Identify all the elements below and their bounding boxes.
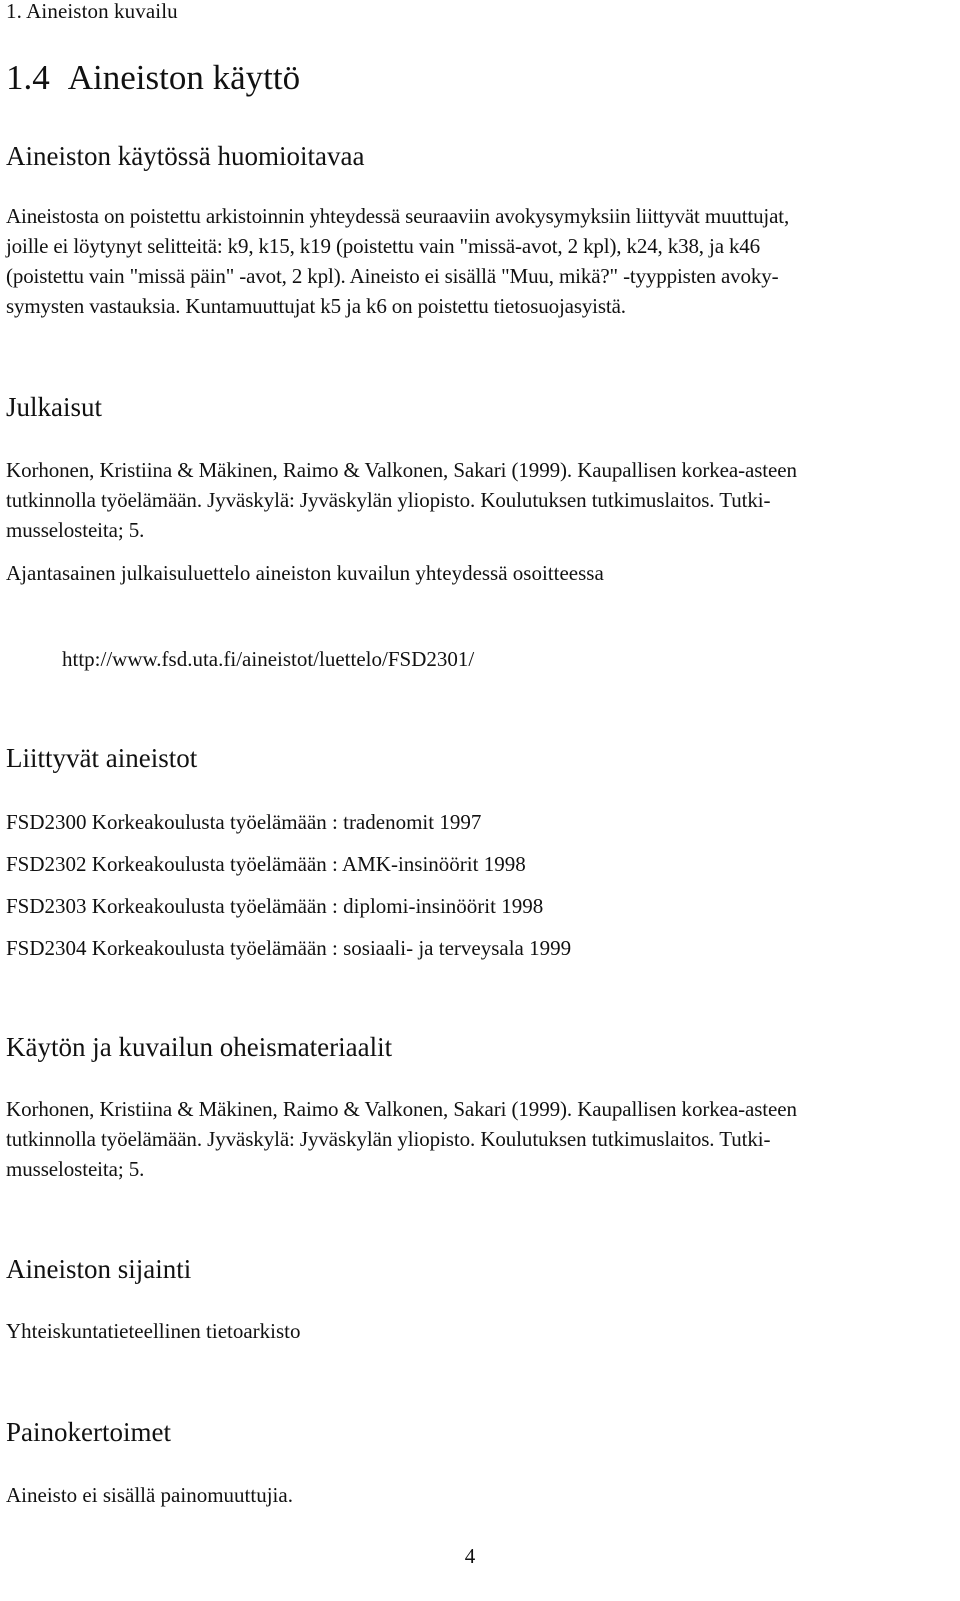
publication-reference-line: tutkinnolla työelämään. Jyväskylä: Jyväskylän yliopisto. Koulutuksen tutkimuslaitos. Tutki- <box>6 488 771 512</box>
page-number: 4 <box>464 1544 476 1568</box>
usage-notes-line: symysten vastauksia. Kuntamuuttujat k5 ja k6 on poistettu tietosuojasyistä. <box>6 294 626 318</box>
supplementary-materials-line: Korhonen, Kristiina & Mäkinen, Raimo & Valkonen, Sakari (1999). Kaupallisen korkea-asteen <box>6 1097 797 1121</box>
usage-notes-line: (poistettu vain "missä päin" -avot, 2 kpl). Aineisto ei sisällä "Muu, mikä?" -tyyppisten avoky- <box>6 264 779 288</box>
usage-notes-heading: Aineiston käytössä huomioitavaa <box>6 141 365 171</box>
publication-list-note <box>6 558 960 588</box>
chapter-number: 1.4 <box>6 58 50 97</box>
publications-heading: Julkaisut <box>6 392 103 422</box>
publication-reference-line: musselosteita; 5. <box>6 518 145 542</box>
supplementary-materials-line: musselosteita; 5. <box>6 1157 145 1181</box>
weights-text: Aineisto ei sisällä painomuuttujia. <box>6 1483 293 1507</box>
usage-notes-line: Aineistosta on poistettu arkistoinnin yhteydessä seuraaviin avokysymyksiin liittyvät muuttujat, <box>6 204 790 228</box>
related-dataset-item: FSD2302 Korkeakoulusta työelämään : AMK-insinöörit 1998 <box>6 852 526 876</box>
supplementary-materials-line: tutkinnolla työelämään. Jyväskylä: Jyväskylän yliopisto. Koulutuksen tutkimuslaitos. Tutki- <box>6 1127 771 1151</box>
supplementary-materials-paragraph <box>6 1094 960 1184</box>
related-datasets-heading: Liittyvät aineistot <box>6 743 198 773</box>
related-datasets-list <box>6 807 571 975</box>
related-dataset-item: FSD2300 Korkeakoulusta työelämään : tradenomit 1997 <box>6 810 482 834</box>
location-heading: Aineiston sijainti <box>6 1254 192 1284</box>
usage-notes-line: joille ei löytynyt selitteitä: k9, k15, k19 (poistettu vain "missä-avot, 2 kpl), k24, k38, ja k46 <box>6 234 761 258</box>
supplementary-materials-heading: Käytön ja kuvailun oheismateriaalit <box>6 1032 393 1062</box>
weights-paragraph <box>6 1480 960 1510</box>
related-dataset-item: FSD2303 Korkeakoulusta työelämään : diplomi-insinöörit 1998 <box>6 894 544 918</box>
running-header: 1. Aineiston kuvailu <box>6 0 178 23</box>
chapter-title <box>6 58 300 98</box>
location-paragraph <box>6 1316 960 1346</box>
weights-heading: Painokertoimet <box>6 1417 171 1447</box>
publication-reference-line: Korhonen, Kristiina & Mäkinen, Raimo & Valkonen, Sakari (1999). Kaupallisen korkea-asteen <box>6 458 797 482</box>
related-dataset-item: FSD2304 Korkeakoulusta työelämään : sosiaali- ja terveysala 1999 <box>6 936 572 960</box>
publication-reference <box>6 455 960 545</box>
location-text: Yhteiskuntatieteellinen tietoarkisto <box>6 1319 301 1343</box>
usage-notes-paragraph <box>6 201 960 321</box>
chapter-title-text: Aineiston käyttö <box>67 58 301 97</box>
publication-list-link[interactable]: http://www.fsd.uta.fi/aineistot/luettelo/FSD2301/ <box>62 647 475 671</box>
publication-list-note-text: Ajantasainen julkaisuluettelo aineiston kuvailun yhteydessä osoitteessa <box>6 561 604 585</box>
